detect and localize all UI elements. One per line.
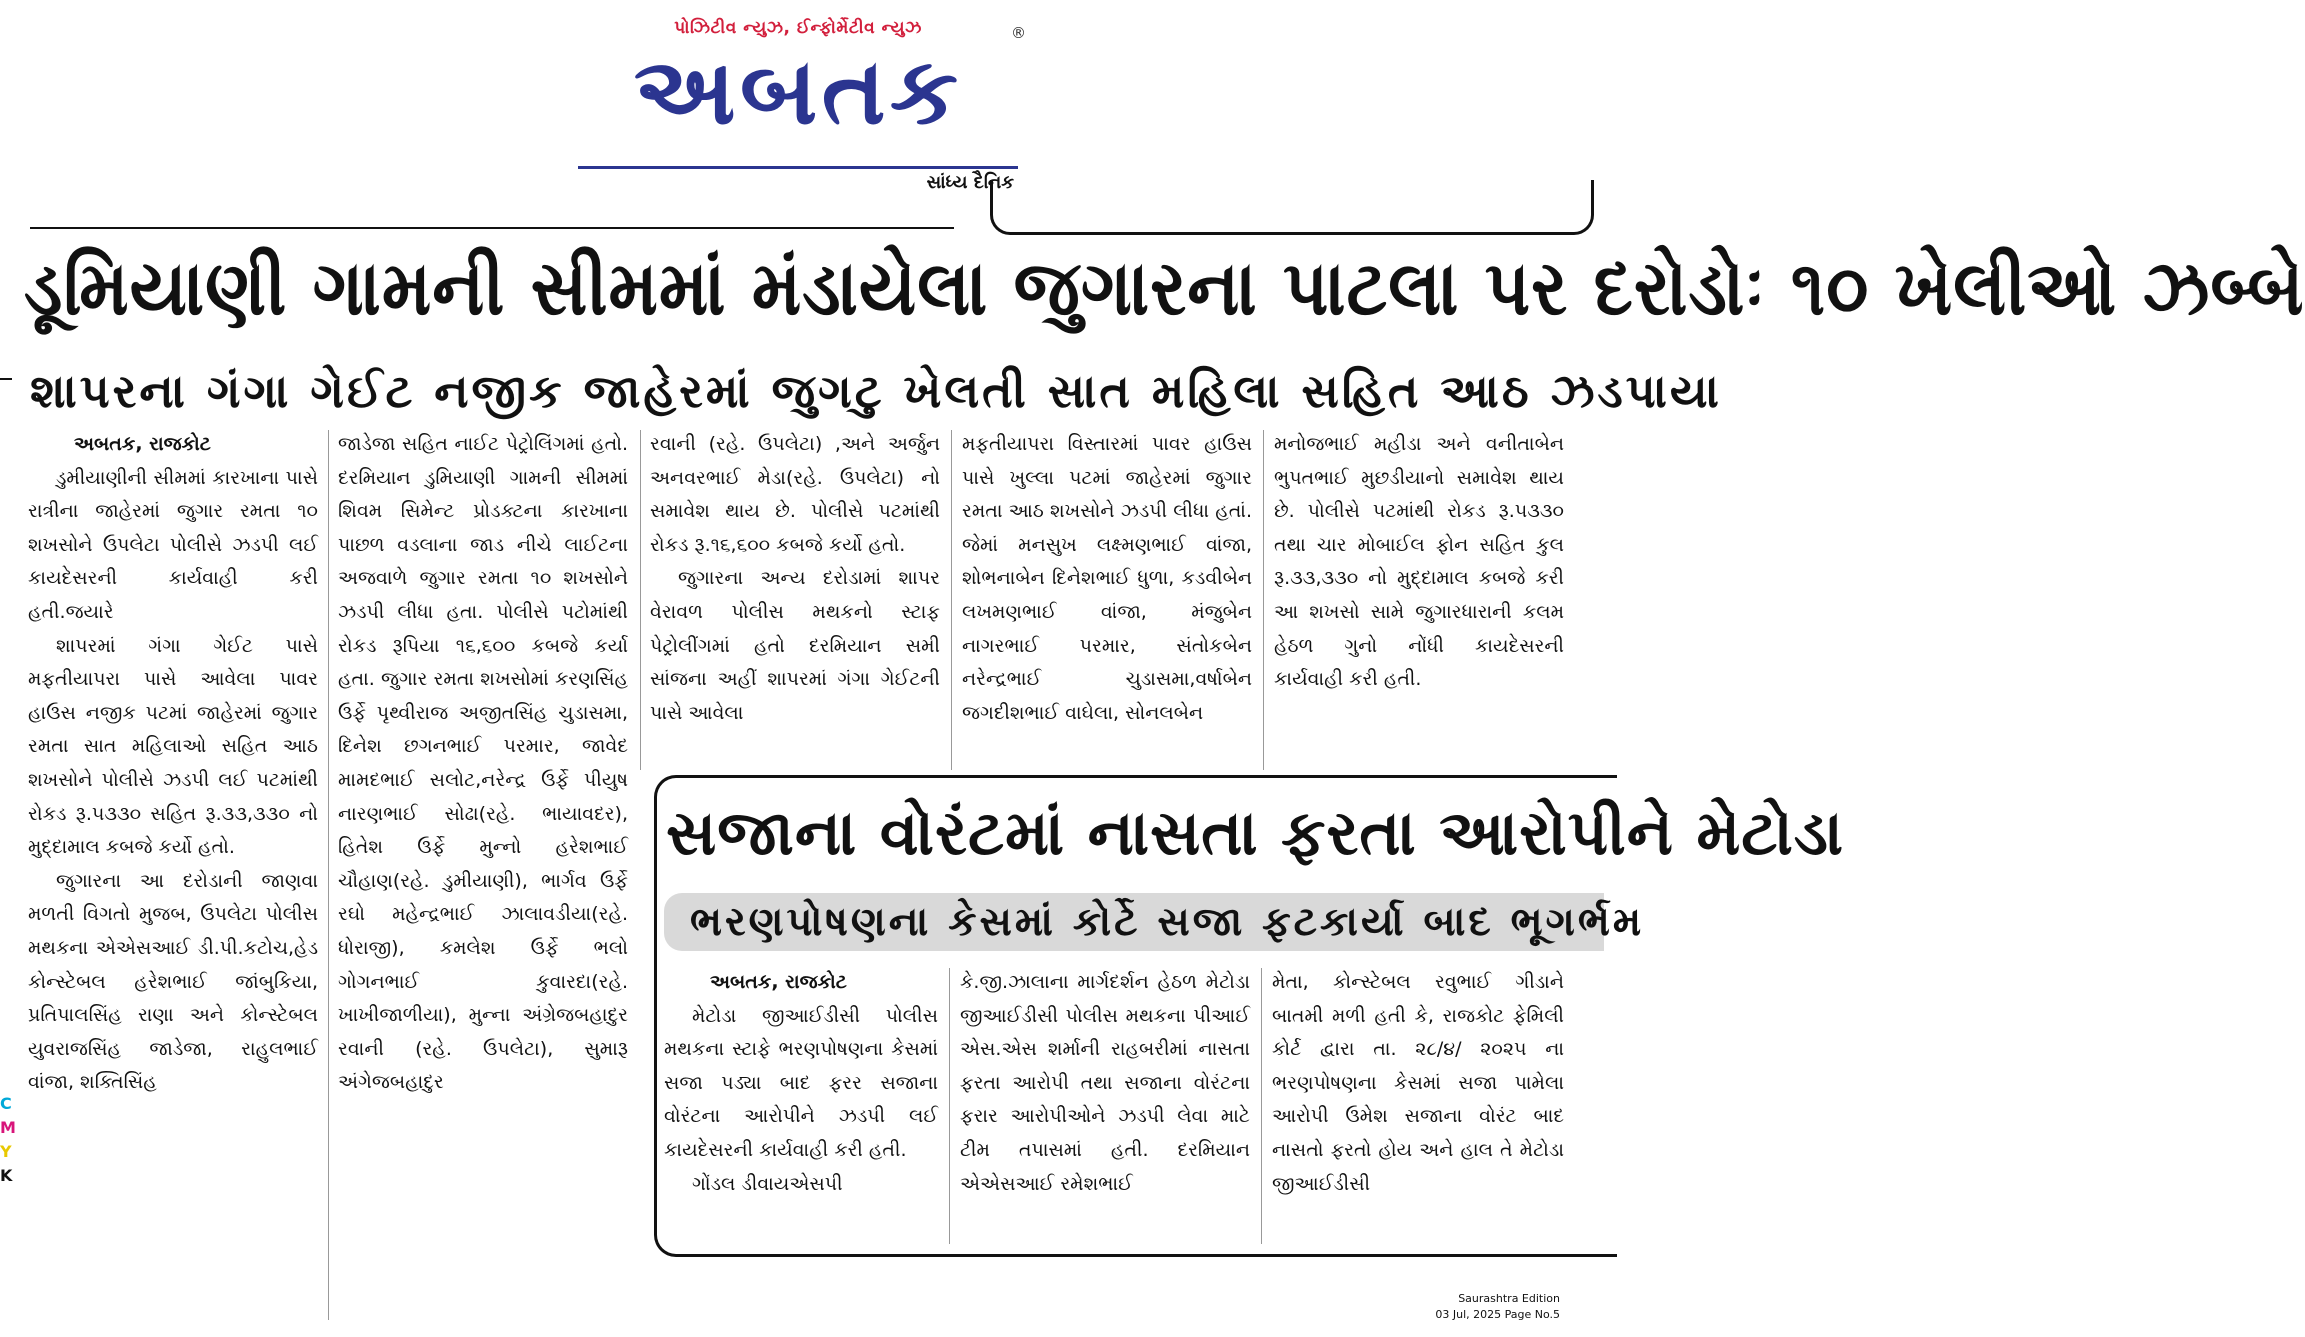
story1-column-4 — [962, 428, 1252, 768]
story2-column-1 — [664, 966, 938, 1246]
column-divider — [640, 430, 641, 770]
story1-column-3 — [650, 428, 940, 768]
column-divider — [1261, 968, 1262, 1244]
story1-column-2 — [338, 428, 628, 1324]
column-divider — [328, 430, 329, 1320]
registration-mark-y: Y — [0, 1142, 12, 1161]
registration-mark-c: C — [0, 1094, 12, 1113]
story1-dateline: અબતક, રાજકોટ — [74, 433, 211, 455]
masthead-tagline: પોઝિટીવ ન્યુઝ, ઈન્ફોર્મેટીવ ન્યુઝ — [674, 18, 922, 38]
story2-paragraph: મેટોડા જીઆઈડીસી પોલીસ મથકના સ્ટાફે ભરણપોષણના કેસમાં સજા પડ્યા બાદ ફરર સજાના વોરંટના આરોપીને ઝડપી લઈ કાયદેસરની કાર્યવાહી કરી હતી. — [664, 1004, 938, 1161]
newspaper-logo: અબતક — [633, 38, 963, 145]
story1-paragraph: જાડેજા સહિત નાઈટ પેટ્રોલિંગમાં હતો. દરમિયાન ડુમિયાણી ગામની સીમમાં શિવમ સિમેન્ટ પ્રોડક્ટના કારખાના પાછળ વડલાના જાડ નીચે લાઈટના અજવાળે જુગાર રમતા ૧૦ શખસોને ઝડપી લીધા હતા. પોલીસે પટોમાંથી રોકડ રૂપિયા ૧૬,૬૦૦ કબજે કર્યા હતા. જુગાર રમતા શખસોમાં કરણસિંહ ઉર્ફે પૃથ્વીરાજ અજીતસિંહ ચુડાસમા, દિનેશ છગનભાઈ પરમાર, જાવેદ મામદભાઈ સલોટ,નરેન્દ્ર ઉર્ફે પીયુષ નારણભાઈ સોઢા(રહે. ભાયાવદર), હિતેશ ઉર્ફે મુન્નો હરેશભાઈ ચૌહાણ(રહે. ડુમીયાણી), ભાર્ગવ ઉર્ફે રઘો મહેન્દ્રભાઈ ઝાલાવડીયા(રહે. ધોરાજી), કમલેશ ઉર્ફે ભલો ગોગનભાઈ કુવારદા(રહે. ખાખીજાળીયા), મુન્ના અંગ્રેજબહાદુર રવાની (રહે. ઉપલેટા), સુમારૂ અંગેજબહાદુર — [338, 433, 628, 1094]
footer-date-page: 03 Jul, 2025 Page No.5 — [1435, 1308, 1560, 1321]
margin-tick-mark — [0, 378, 12, 380]
column-divider — [949, 968, 950, 1244]
story1-column-1 — [28, 428, 318, 1324]
column-divider — [1263, 430, 1264, 770]
footer-edition: Saurashtra Edition — [1458, 1292, 1560, 1305]
story1-paragraph: મફતીયાપરા વિસ્તારમાં પાવર હાઉસ પાસે ખુલ્લા પટમાં જાહેરમાં જુગાર રમતા આઠ શખસોને ઝડપી લીધા હતાં. જેમાં મનસુખ લક્ષ્મણભાઈ વાંજા, શોભનાબેન દિનેશભાઈ ધુળા, કડવીબેન લખમણભાઈ વાંજા, મંજુબેન નાગરભાઈ પરમાર, સંતોકબેન નરેન્દ્રભાઈ ચુડાસમા,વર્ષાબેન જગદીશભાઈ વાઘેલા, સોનલબેન — [962, 433, 1252, 724]
column-divider — [951, 430, 952, 770]
registered-trademark-mark: ® — [1011, 24, 1026, 42]
cmyk-registration-marks — [0, 1092, 14, 1188]
story1-paragraph: ડુમીયાણીની સીમમાં કારખાના પાસે રાત્રીના જાહેરમાં જુગાર રમતા ૧૦ શખસોને ઉપલેટા પોલીસે ઝડપી લઈ કાયદેસરની કાર્યવાહી કરી હતી.જયારે — [28, 466, 318, 623]
story1-subheadline: શાપરના ગંગા ગેઈટ નજીક જાહેરમાં જુગટુ ખેલતી સાત મહિલા સહિત આઠ ઝડપાયા — [30, 364, 1722, 418]
registration-mark-m: M — [0, 1118, 16, 1137]
story1-paragraph: જુગારના અન્ય દરોડામાં શાપર વેરાવળ પોલીસ મથકનો સ્ટાફ પેટ્રોલીંગમાં હતો દરમિયાન સમી સાંજના અહીં શાપરમાં ગંગા ગેઈટની પાસે આવેલા — [650, 567, 940, 724]
story2-headline: સજાના વોરંટમાં નાસતા ફરતા આરોપીને મેટોડા — [666, 796, 1845, 869]
story2-column-3 — [1272, 966, 1564, 1246]
story2-dateline: અબતક, રાજકોટ — [710, 971, 847, 993]
story1-paragraph: રવાની (રહે. ઉપલેટા) ,અને અર્જુન અનવરભાઈ મેડા(રહે. ઉપલેટા) નો સમાવેશ થાય છે. પોલીસે પટમાંથી રોકડ રૂ.૧૬,૬૦૦ કબજે કર્યો હતો. — [650, 433, 940, 556]
story1-headline: ડૂમિયાણી ગામની સીમમાં મંડાયેલા જુગારના પાટલા પર દરોડોઃ ૧૦ ખેલીઓ ઝબ્બે — [24, 244, 2305, 333]
story1-column-5 — [1274, 428, 1564, 768]
edition-type-label: સાંધ્ય દૈનિક — [926, 172, 1014, 193]
story2-column-2 — [960, 966, 1250, 1246]
story2-subheadline: ભરણપોષણના કેસમાં કોર્ટે સજા ફટકાર્યા બાદ ભૂગર્ભમ — [690, 899, 1645, 945]
story2-paragraph: ગોંડલ ડીવાયએસપી — [692, 1172, 843, 1195]
top-right-box-border — [990, 180, 1594, 235]
story1-paragraph: મનોજભાઈ મહીડા અને વનીતાબેન ભુપતભાઈ મુછડીયાનો સમાવેશ થાય છે. પોલીસે પટમાંથી રોકડ રૂ.૫૩૩૦ તથા ચાર મોબાઈલ ફોન સહિત કુલ રૂ.૩૩,૩૩૦ નો મુદ્દામાલ કબજે કરી આ શખસો સામે જુગારધારાની કલમ હેઠળ ગુનો નોંધી કાયદેસરની કાર્યવાહી કરી હતી. — [1274, 433, 1564, 691]
story2-paragraph: મેતા, કોન્સ્ટેબલ રવુભાઈ ગીડાને બાતમી મળી હતી કે, રાજકોટ ફેમિલી કોર્ટ દ્વારા તા. ૨૮/૪/ ૨૦૨૫ ના ભરણપોષણના કેસમાં સજા પામેલા આરોપી ઉમેશ સજાના વોરંટ બાદ નાસતો ફરતો હોય અને હાલ તે મેટોડા જીઆઈડીસી — [1272, 971, 1564, 1195]
story1-paragraph: શાપરમાં ગંગા ગેઈટ પાસે મફતીયાપરા પાસે આવેલા પાવર હાઉસ નજીક પટમાં જાહેરમાં જુગાર રમતા સાત મહિલાઓ સહિત આઠ શખસોને પોલીસે ઝડપી લઈ પટમાંથી રોકડ રૂ.૫૩૩૦ સહિત રૂ.૩૩,૩૩૦ નો મુદ્દામાલ કબજે કર્યો હતો. — [28, 634, 318, 859]
story1-paragraph: જુગારના આ દરોડાની જાણવા મળતી વિગતો મુજબ, ઉપલેટા પોલીસ મથકના એએસઆઈ ડી.પી.કટોચ,હેડ કોન્સ્ટેબલ હરેશભાઈ જાંબુકિયા, પ્રતિપાલસિંહ રાણા અને કોન્સ્ટેબલ યુવરાજસિંહ જાડેજા, રાહુલભાઈ વાંજા, શક્તિસિંહ — [28, 869, 318, 1094]
top-divider-rule — [30, 227, 954, 229]
logo-underline — [578, 166, 1018, 169]
registration-mark-k: K — [0, 1166, 13, 1185]
story2-paragraph: કે.જી.ઝાલાના માર્ગદર્શન હેઠળ મેટોડા જીઆઈડીસી પોલીસ મથકના પીઆઈ એસ.એસ શર્માની રાહબરીમાં નાસતા ફરતા આરોપી તથા સજાના વોરંટના ફરાર આરોપીઓને ઝડપી લેવા માટે ટીમ તપાસમાં હતી. દરમિયાન એએસઆઈ રમેશભાઈ — [960, 971, 1250, 1195]
